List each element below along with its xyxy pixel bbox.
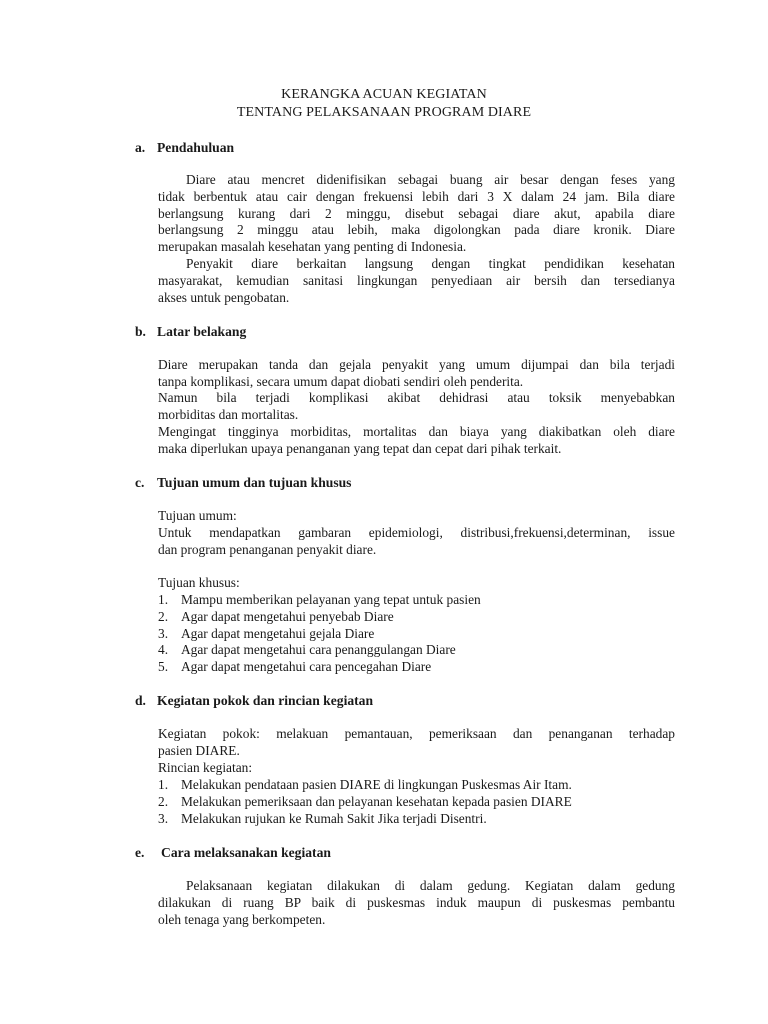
list-number: 1. xyxy=(158,777,169,792)
list-item-text: Agar dapat mengetahui cara pencegahan Diare xyxy=(181,659,432,675)
rincian-kegiatan-label: Rincian kegiatan: xyxy=(158,760,253,775)
section-title: Latar belakang xyxy=(157,324,247,339)
section-title: Kegiatan pokok dan rincian kegiatan xyxy=(157,693,374,708)
paragraph-line: merupakan masalah kesehatan yang penting di Indonesia. xyxy=(158,239,467,255)
list-item-text: Melakukan rujukan ke Rumah Sakit Jika terjadi Disentri. xyxy=(181,810,487,826)
document-title-line-1: KERANGKA ACUAN KEGIATAN xyxy=(281,87,487,102)
list-item xyxy=(158,609,678,626)
paragraph-line: Namun bila terjadi komplikasi akibat dehidrasi atau toksik menyebabkan xyxy=(158,390,675,405)
paragraph-line: oleh tenaga yang berkompeten. xyxy=(158,911,326,927)
paragraph-line: Penyakit diare berkaitan langsung dengan tingkat pendidikan kesehatan xyxy=(186,256,675,271)
paragraph-line: morbiditas dan mortalitas. xyxy=(158,406,299,422)
tujuan-umum-label: Tujuan umum: xyxy=(158,508,237,523)
list-item xyxy=(158,592,678,609)
tujuan-khusus-label: Tujuan khusus: xyxy=(158,575,240,590)
list-item-text: Mampu memberikan pelayanan yang tepat untuk pasien xyxy=(181,592,481,607)
section-a-heading xyxy=(135,139,234,156)
section-marker: a. xyxy=(135,140,146,155)
section-b-paragraph-1 xyxy=(158,357,675,391)
list-item xyxy=(158,642,678,659)
paragraph-line: pasien DIARE. xyxy=(158,742,240,758)
list-number: 3. xyxy=(158,625,169,641)
list-item xyxy=(158,659,678,676)
section-title: Tujuan umum dan tujuan khusus xyxy=(157,475,352,490)
paragraph-line: Diare merupakan tanda dan gejala penyakit yang umum dijumpai dan bila terjadi xyxy=(158,357,675,372)
section-marker: c. xyxy=(135,475,145,490)
list-item-text: Agar dapat mengetahui penyebab Diare xyxy=(181,608,394,624)
list-number: 4. xyxy=(158,642,169,658)
section-marker: d. xyxy=(135,693,146,708)
section-a-paragraph-1 xyxy=(158,172,675,256)
section-title: Pendahuluan xyxy=(157,140,235,155)
section-b-paragraph-2 xyxy=(158,390,675,424)
list-number: 2. xyxy=(158,793,169,809)
section-b-paragraph-3 xyxy=(158,424,675,458)
section-b-heading xyxy=(135,323,246,340)
tujuan-khusus-list xyxy=(158,592,678,676)
paragraph-line: Pelaksanaan kegiatan dilakukan di dalam gedung. Kegiatan dalam gedung xyxy=(186,878,675,893)
list-number: 2. xyxy=(158,608,169,624)
list-item-text: Melakukan pemeriksaan dan pelayanan kesehatan kepada pasien DIARE xyxy=(181,793,572,809)
list-item xyxy=(158,626,678,643)
section-title: Cara melaksanakan kegiatan xyxy=(161,845,331,860)
list-item xyxy=(158,777,678,794)
list-number: 3. xyxy=(158,810,169,826)
list-number: 1. xyxy=(158,592,169,607)
paragraph-line: tanpa komplikasi, secara umum dapat diobati sendiri oleh penderita. xyxy=(158,373,524,389)
section-d-heading xyxy=(135,692,373,709)
document-title-line-2: TENTANG PELAKSANAAN PROGRAM DIARE xyxy=(236,105,532,120)
paragraph-line: dilakukan di ruang BP baik di puskesmas induk maupun di puskesmas pembantu xyxy=(158,894,675,910)
paragraph-line: Mengingat tingginya morbiditas, mortalitas dan biaya yang diakibatkan oleh diare xyxy=(158,424,675,439)
kegiatan-pokok-paragraph xyxy=(158,726,675,760)
list-item-text: Agar dapat mengetahui gejala Diare xyxy=(181,625,375,641)
section-marker: b. xyxy=(135,324,146,339)
list-item xyxy=(158,811,678,828)
section-c-heading xyxy=(135,474,351,491)
paragraph-line: maka diperlukan upaya penanganan yang tepat dan cepat dari pihak terkait. xyxy=(158,440,562,456)
list-item xyxy=(158,794,678,811)
paragraph-line: dan program penanganan penyakit diare. xyxy=(158,541,377,557)
tujuan-umum-paragraph xyxy=(158,525,675,559)
list-item-text: Agar dapat mengetahui cara penanggulangan Diare xyxy=(181,642,456,658)
section-a-paragraph-2 xyxy=(158,256,675,306)
rincian-kegiatan-list xyxy=(158,777,678,827)
section-e-heading xyxy=(135,844,331,861)
section-e-paragraph-1 xyxy=(158,878,675,928)
paragraph-line: masyarakat, kemudian sanitasi lingkungan penyediaan air bersih dan tersedianya xyxy=(158,272,675,288)
section-marker: e. xyxy=(135,845,145,860)
paragraph-line: Diare atau mencret didenifisikan sebagai buang air besar dengan feses yang xyxy=(186,172,675,187)
paragraph-line: Untuk mendapatkan gambaran epidemiologi, distribusi,frekuensi,determinan, issue xyxy=(158,525,675,540)
paragraph-line: akses untuk pengobatan. xyxy=(158,289,290,305)
paragraph-line: Kegiatan pokok: melakuan pemantauan, pemeriksaan dan penanganan terhadap xyxy=(158,726,675,741)
list-number: 5. xyxy=(158,659,169,675)
paragraph-line: berlangsung 2 minggu atau lebih, maka digolongkan pada diare kronik. Diare xyxy=(158,222,675,238)
paragraph-line: berlangsung kurang dari 2 minggu, disebut sebagai diare akut, apabila diare xyxy=(158,205,675,221)
paragraph-line: tidak berbentuk atau cair dengan frekuensi lebih dari 3 X dalam 24 jam. Bila diare xyxy=(158,188,675,204)
list-item-text: Melakukan pendataan pasien DIARE di lingkungan Puskesmas Air Itam. xyxy=(181,777,572,792)
